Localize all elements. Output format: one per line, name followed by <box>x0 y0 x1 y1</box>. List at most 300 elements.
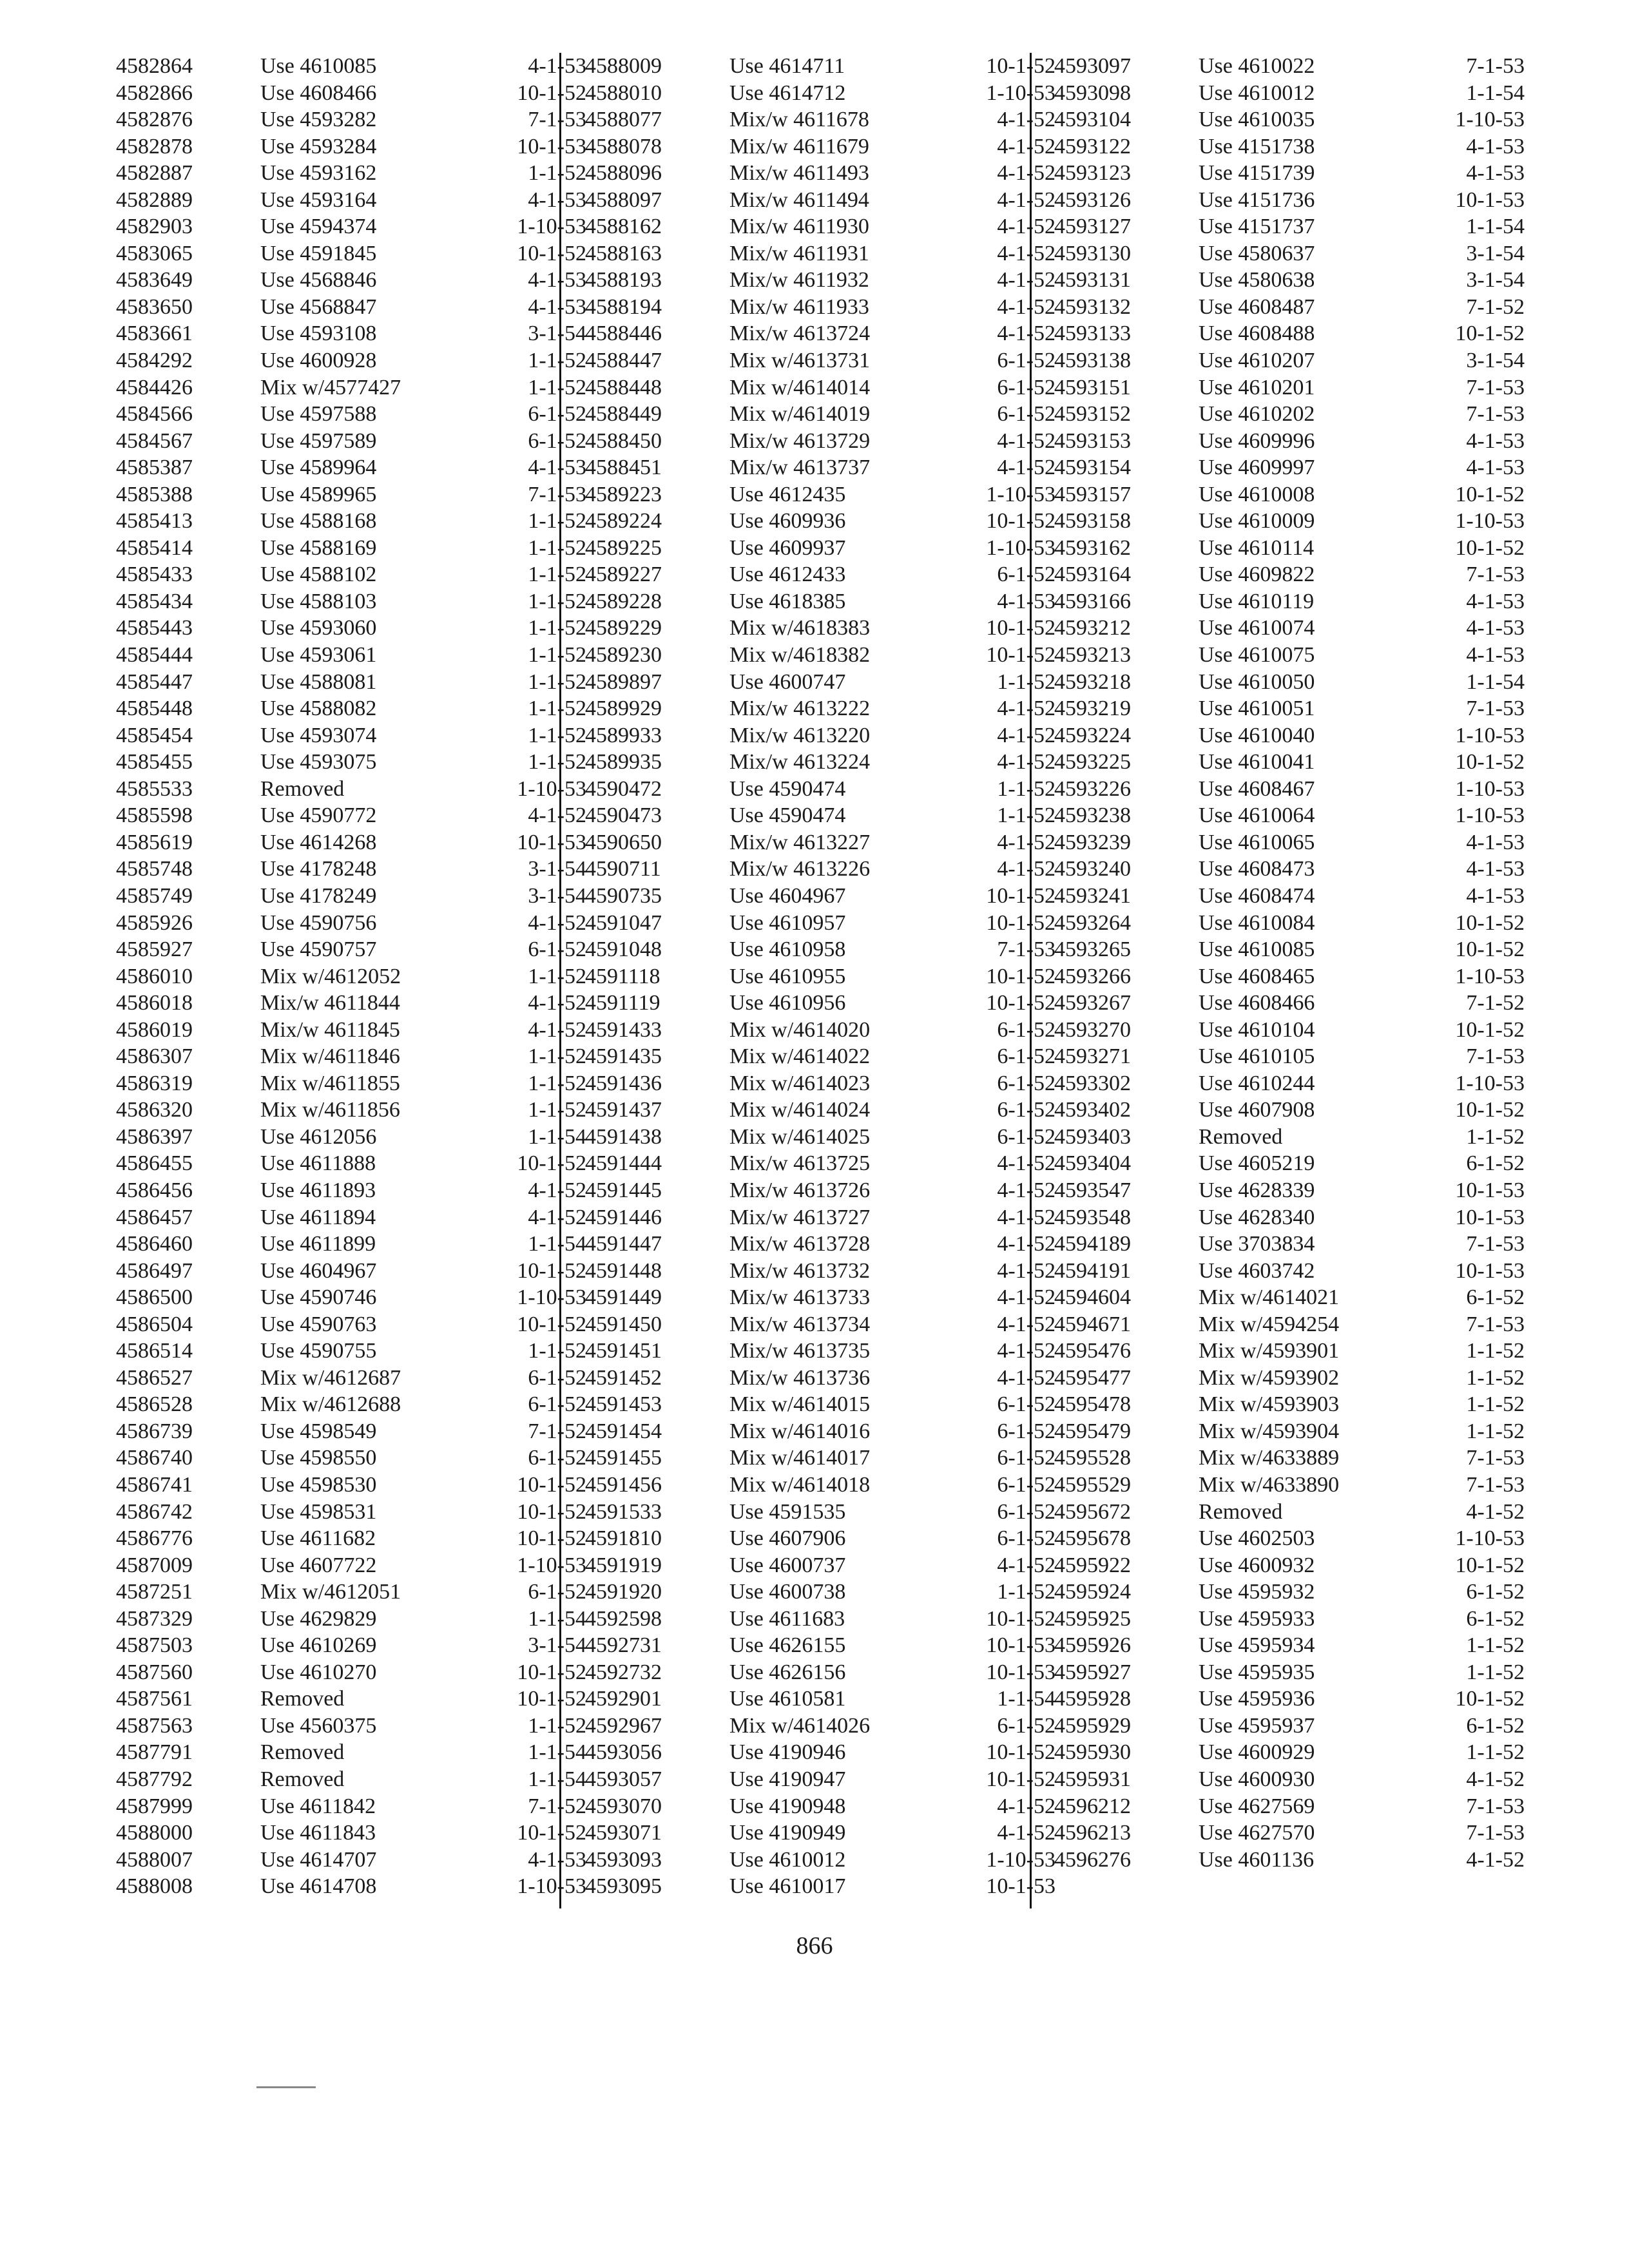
effective-date: 6-1-52 <box>997 375 1055 399</box>
effective-date: 4-1-52 <box>997 830 1055 854</box>
action-text: Mix/w 4613726 <box>729 1178 871 1202</box>
effective-date: 4-1-52 <box>528 803 586 828</box>
action-text: Mix/w 4613737 <box>729 456 871 480</box>
part-number: 4591447 <box>585 1232 662 1256</box>
table-row <box>585 1070 1055 1097</box>
table-row <box>1054 1686 1525 1713</box>
page-number: 866 <box>796 1932 833 1959</box>
part-number: 4593153 <box>1054 428 1131 453</box>
action-text: Use 4190947 <box>729 1767 846 1791</box>
action-text: Mix/w 4611493 <box>729 161 869 186</box>
effective-date: 4-1-52 <box>997 215 1055 239</box>
table-row <box>1054 695 1525 722</box>
action-text: Use 4614708 <box>260 1874 377 1899</box>
action-text: Use 4627569 <box>1199 1794 1315 1818</box>
table-row <box>1054 1258 1525 1285</box>
table-row <box>585 267 1055 294</box>
action-text: Use 4610270 <box>260 1660 377 1684</box>
action-text: Use 4607722 <box>260 1553 377 1577</box>
table-row <box>1054 1017 1525 1044</box>
part-number: 4593056 <box>585 1740 662 1765</box>
table-row <box>116 267 586 294</box>
table-row <box>585 856 1055 883</box>
effective-date: 10-1-52 <box>1455 750 1525 774</box>
table-row <box>116 1739 586 1766</box>
action-text: Use 4608465 <box>1199 964 1315 988</box>
table-row <box>116 990 586 1017</box>
table-row <box>585 588 1055 615</box>
action-text: Use 4610269 <box>260 1633 377 1658</box>
part-number: 4582866 <box>116 81 193 105</box>
effective-date: 10-1-52 <box>1455 535 1525 560</box>
table-row <box>116 320 586 347</box>
part-number: 4593270 <box>1054 1017 1131 1042</box>
table-row <box>585 910 1055 937</box>
action-text: Use 4610065 <box>1199 830 1315 854</box>
effective-date: 6-1-52 <box>528 1580 586 1604</box>
part-number: 4595926 <box>1054 1633 1131 1658</box>
table-row <box>585 615 1055 642</box>
effective-date: 10-1-52 <box>986 910 1055 935</box>
table-row <box>1054 1418 1525 1445</box>
effective-date: 4-1-52 <box>997 1312 1055 1336</box>
table-row <box>116 856 586 883</box>
table-row <box>585 1418 1055 1445</box>
table-row <box>585 294 1055 321</box>
part-number: 4587999 <box>116 1794 193 1818</box>
table-row <box>585 374 1055 401</box>
table-row <box>116 1365 586 1392</box>
table-row <box>116 1418 586 1445</box>
action-text: Use 4598549 <box>260 1419 377 1443</box>
action-text: Mix/w 4613227 <box>729 830 871 854</box>
part-number: 4586019 <box>116 1017 193 1042</box>
action-text: Mix/w 4611931 <box>729 241 869 265</box>
table-row <box>1054 722 1525 749</box>
effective-date: 6-1-52 <box>997 1446 1055 1470</box>
effective-date: 6-1-52 <box>997 1098 1055 1122</box>
effective-date: 1-10-53 <box>986 81 1055 105</box>
effective-date: 1-1-52 <box>528 1071 586 1095</box>
part-number: 4585619 <box>116 830 193 854</box>
table-row <box>585 1873 1055 1900</box>
effective-date: 4-1-53 <box>1466 456 1525 480</box>
part-number: 4585448 <box>116 697 193 721</box>
effective-date: 10-1-52 <box>986 883 1055 908</box>
table-row <box>585 695 1055 722</box>
table-row <box>1054 1739 1525 1766</box>
table-row <box>1054 1231 1525 1258</box>
part-number: 4586741 <box>116 1472 193 1497</box>
action-text: Use 4610114 <box>1199 535 1315 560</box>
effective-date: 4-1-52 <box>997 322 1055 346</box>
part-number: 4583661 <box>116 322 193 346</box>
effective-date: 6-1-52 <box>997 1071 1055 1095</box>
table-row <box>116 802 586 829</box>
effective-date: 1-10-53 <box>517 215 586 239</box>
effective-date: 7-1-53 <box>997 937 1055 962</box>
table-row <box>116 160 586 187</box>
effective-date: 4-1-52 <box>997 723 1055 747</box>
table-row <box>585 1311 1055 1338</box>
part-number: 4595929 <box>1054 1713 1131 1738</box>
part-number: 4593218 <box>1054 669 1131 694</box>
part-number: 4593071 <box>585 1821 662 1845</box>
table-row <box>1054 642 1525 669</box>
effective-date: 4-1-53 <box>528 294 586 319</box>
part-number: 4591533 <box>585 1499 662 1524</box>
action-text: Mix/w 4613735 <box>729 1339 871 1363</box>
part-number: 4588446 <box>585 322 662 346</box>
effective-date: 1-10-53 <box>1455 108 1525 132</box>
action-text: Mix w/4593901 <box>1199 1339 1340 1363</box>
table-row <box>1054 669 1525 696</box>
effective-date: 10-1-52 <box>1455 1098 1525 1122</box>
table-row <box>585 454 1055 481</box>
table-row <box>585 1606 1055 1633</box>
action-text: Use 4608488 <box>1199 322 1315 346</box>
effective-date: 1-1-52 <box>1466 1633 1525 1658</box>
part-number: 4586018 <box>116 991 193 1015</box>
table-row <box>1054 53 1525 80</box>
part-number: 4592598 <box>585 1606 662 1631</box>
table-row <box>116 1391 586 1418</box>
effective-date: 1-1-52 <box>528 643 586 668</box>
table-row <box>1054 749 1525 776</box>
part-number: 4589897 <box>585 669 662 694</box>
part-number: 4588449 <box>585 402 662 427</box>
effective-date: 10-1-53 <box>986 1660 1055 1684</box>
scan-mark <box>256 2086 316 2088</box>
action-text: Mix w/4614016 <box>729 1419 871 1443</box>
part-number: 4593213 <box>1054 643 1131 668</box>
effective-date: 1-10-53 <box>986 482 1055 506</box>
part-number: 4586740 <box>116 1446 193 1470</box>
action-text: Use 4590772 <box>260 803 377 828</box>
table-row <box>585 53 1055 80</box>
part-number: 4595927 <box>1054 1660 1131 1684</box>
table-row <box>1054 1445 1525 1472</box>
part-number: 4587792 <box>116 1767 193 1791</box>
effective-date: 7-1-53 <box>1466 402 1525 427</box>
part-number: 4586776 <box>116 1526 193 1551</box>
table-row <box>1054 320 1525 347</box>
action-text: Mix/w 4611930 <box>729 215 869 239</box>
action-text: Use 4609936 <box>729 509 846 533</box>
part-number: 4593219 <box>1054 697 1131 721</box>
effective-date: 4-1-52 <box>528 1017 586 1042</box>
part-number: 4582887 <box>116 161 193 186</box>
effective-date: 6-1-52 <box>1466 1713 1525 1738</box>
table-row <box>585 401 1055 428</box>
part-number: 4593151 <box>1054 375 1131 399</box>
part-number: 4593226 <box>1054 776 1131 801</box>
part-number: 4585749 <box>116 883 193 908</box>
effective-date: 1-1-52 <box>528 616 586 640</box>
part-number: 4592732 <box>585 1660 662 1684</box>
effective-date: 1-1-52 <box>1466 1392 1525 1417</box>
part-number: 4589223 <box>585 482 662 506</box>
part-number: 4591445 <box>585 1178 662 1202</box>
part-number: 4595928 <box>1054 1687 1131 1711</box>
effective-date: 4-1-52 <box>997 1151 1055 1176</box>
effective-date: 10-1-52 <box>517 81 586 105</box>
table-row <box>585 1499 1055 1526</box>
part-number: 4593224 <box>1054 723 1131 747</box>
part-number: 4591448 <box>585 1258 662 1283</box>
action-text: Use 4611893 <box>260 1178 376 1202</box>
action-text: Use 4190948 <box>729 1794 846 1818</box>
action-text: Use 4618385 <box>729 589 846 613</box>
part-number: 4585443 <box>116 616 193 640</box>
effective-date: 7-1-53 <box>528 108 586 132</box>
table-row <box>585 428 1055 455</box>
part-number: 4588010 <box>585 81 662 105</box>
part-number: 4586460 <box>116 1232 193 1256</box>
part-number: 4585454 <box>116 723 193 747</box>
action-text: Use 4608474 <box>1199 883 1315 908</box>
effective-date: 1-10-53 <box>986 535 1055 560</box>
part-number: 4593130 <box>1054 241 1131 265</box>
part-number: 4587563 <box>116 1713 193 1738</box>
table-row <box>585 936 1055 963</box>
part-number: 4591435 <box>585 1044 662 1069</box>
action-text: Use 4190949 <box>729 1821 846 1845</box>
effective-date: 4-1-53 <box>528 1847 586 1872</box>
part-number: 4593127 <box>1054 215 1131 239</box>
part-number: 4587329 <box>116 1606 193 1631</box>
effective-date: 4-1-52 <box>997 1365 1055 1390</box>
part-number: 4593098 <box>1054 81 1131 105</box>
table-row <box>1054 347 1525 374</box>
part-number: 4595476 <box>1054 1339 1131 1363</box>
table-row <box>116 535 586 562</box>
effective-date: 4-1-52 <box>997 134 1055 159</box>
part-number: 4585455 <box>116 750 193 774</box>
table-row <box>585 1043 1055 1070</box>
effective-date: 7-1-53 <box>1466 54 1525 78</box>
table-row <box>1054 1793 1525 1820</box>
table-row <box>116 481 586 508</box>
part-number: 4593265 <box>1054 937 1131 962</box>
effective-date: 1-1-52 <box>1466 1740 1525 1765</box>
part-number: 4593225 <box>1054 750 1131 774</box>
action-text: Use 4609997 <box>1199 456 1315 480</box>
effective-date: 1-1-52 <box>1466 1365 1525 1390</box>
action-text: Use 4610041 <box>1199 750 1315 774</box>
action-text: Use 4610956 <box>729 991 846 1015</box>
effective-date: 10-1-53 <box>517 830 586 854</box>
part-number: 4595529 <box>1054 1472 1131 1497</box>
table-row <box>585 106 1055 133</box>
effective-date: 6-1-52 <box>1466 1285 1525 1310</box>
effective-date: 4-1-52 <box>528 991 586 1015</box>
effective-date: 4-1-53 <box>997 589 1055 613</box>
effective-date: 7-1-53 <box>1466 1472 1525 1497</box>
action-text: Mix w/4614020 <box>729 1017 871 1042</box>
action-text: Mix w/4611855 <box>260 1071 400 1095</box>
table-row <box>1054 1606 1525 1633</box>
table-row <box>116 695 586 722</box>
part-number: 4594671 <box>1054 1312 1131 1336</box>
table-row <box>116 1686 586 1713</box>
part-number: 4595930 <box>1054 1740 1131 1765</box>
effective-date: 4-1-52 <box>997 456 1055 480</box>
effective-date: 6-1-52 <box>997 1044 1055 1069</box>
action-text: Mix w/4614024 <box>729 1098 871 1122</box>
action-text: Mix/w 4611932 <box>729 268 869 293</box>
effective-date: 1-10-53 <box>986 1847 1055 1872</box>
table-row <box>585 320 1055 347</box>
table-row <box>116 1204 586 1231</box>
part-number: 4591047 <box>585 910 662 935</box>
action-text: Use 4610084 <box>1199 910 1315 935</box>
table-row <box>1054 1284 1525 1311</box>
effective-date: 10-1-53 <box>986 1633 1055 1658</box>
part-number: 4589227 <box>585 562 662 587</box>
action-text: Mix/w 4613226 <box>729 857 871 881</box>
effective-date: 1-1-54 <box>528 1767 586 1791</box>
action-text: Mix/w 4611678 <box>729 108 869 132</box>
part-number: 4585414 <box>116 535 193 560</box>
table-row <box>585 508 1055 535</box>
part-number: 4591437 <box>585 1098 662 1122</box>
action-text: Use 4608467 <box>1199 776 1315 801</box>
action-text: Use 4590755 <box>260 1339 377 1363</box>
table-row <box>1054 1659 1525 1686</box>
part-number: 4584566 <box>116 402 193 427</box>
table-row <box>116 1097 586 1124</box>
action-text: Use 4603742 <box>1199 1258 1315 1283</box>
effective-date: 10-1-52 <box>1455 1017 1525 1042</box>
part-number: 4593093 <box>585 1847 662 1872</box>
table-row <box>116 1713 586 1740</box>
table-row <box>1054 963 1525 990</box>
table-row <box>585 1686 1055 1713</box>
table-row <box>116 561 586 588</box>
part-number: 4591449 <box>585 1285 662 1310</box>
action-text: Use 4628340 <box>1199 1205 1315 1229</box>
effective-date: 10-1-52 <box>517 241 586 265</box>
part-number: 4595479 <box>1054 1419 1131 1443</box>
part-number: 4586307 <box>116 1044 193 1069</box>
part-number: 4583065 <box>116 241 193 265</box>
table-row <box>1054 936 1525 963</box>
table-row <box>1054 213 1525 240</box>
effective-date: 1-1-52 <box>997 776 1055 801</box>
effective-date: 1-1-52 <box>528 349 586 373</box>
effective-date: 10-1-52 <box>517 1499 586 1524</box>
table-row <box>116 1606 586 1633</box>
effective-date: 1-1-52 <box>528 723 586 747</box>
table-row <box>1054 802 1525 829</box>
action-text: Use 4593164 <box>260 187 377 212</box>
part-number: 4593158 <box>1054 509 1131 533</box>
part-number: 4591453 <box>585 1392 662 1417</box>
table-row <box>116 1177 586 1204</box>
action-text: Mix w/4612051 <box>260 1580 401 1604</box>
action-text: Mix/w 4613736 <box>729 1365 871 1390</box>
action-text: Use 4178249 <box>260 883 377 908</box>
effective-date: 1-1-52 <box>528 1339 586 1363</box>
table-row <box>116 749 586 776</box>
effective-date: 4-1-53 <box>1466 616 1525 640</box>
action-text: Mix w/4633890 <box>1199 1472 1340 1497</box>
action-text: Use 4580638 <box>1199 268 1315 293</box>
table-row <box>585 990 1055 1017</box>
effective-date: 6-1-52 <box>997 1124 1055 1149</box>
action-text: Mix w/4611846 <box>260 1044 400 1069</box>
action-text: Use 4598550 <box>260 1446 377 1470</box>
effective-date: 4-1-52 <box>997 697 1055 721</box>
effective-date: 7-1-53 <box>1466 1312 1525 1336</box>
action-text: Mix w/4618383 <box>729 616 871 640</box>
action-text: Mix/w 4613734 <box>729 1312 871 1336</box>
part-number: 4588447 <box>585 349 662 373</box>
action-text: Mix w/4593904 <box>1199 1419 1340 1443</box>
effective-date: 4-1-52 <box>997 1178 1055 1202</box>
action-text: Use 4628339 <box>1199 1178 1315 1202</box>
action-text: Mix w/4612687 <box>260 1365 401 1390</box>
effective-date: 10-1-53 <box>1455 187 1525 212</box>
action-text: Mix w/4611856 <box>260 1098 400 1122</box>
part-number: 4588096 <box>585 161 662 186</box>
effective-date: 1-10-53 <box>1455 1526 1525 1551</box>
table-row <box>1054 856 1525 883</box>
table-row <box>585 347 1055 374</box>
action-text: Use 4607908 <box>1199 1098 1315 1122</box>
table-row <box>116 1150 586 1177</box>
action-text: Use 4600738 <box>729 1580 846 1604</box>
effective-date: 6-1-52 <box>997 1392 1055 1417</box>
table-row <box>585 1659 1055 1686</box>
action-text: Use 4610017 <box>729 1874 846 1899</box>
action-text: Use 4560375 <box>260 1713 377 1738</box>
effective-date: 10-1-52 <box>986 1767 1055 1791</box>
part-number: 4593404 <box>1054 1151 1131 1176</box>
action-text: Mix/w 4613727 <box>729 1205 871 1229</box>
effective-date: 4-1-52 <box>528 910 586 935</box>
effective-date: 4-1-52 <box>997 750 1055 774</box>
table-row <box>1054 1713 1525 1740</box>
part-number: 4595678 <box>1054 1526 1131 1551</box>
action-text: Use 4588081 <box>260 669 377 694</box>
effective-date: 7-1-53 <box>1466 1794 1525 1818</box>
table-row <box>1054 829 1525 856</box>
action-text: Use 4610085 <box>260 54 377 78</box>
part-number: 4588194 <box>585 294 662 319</box>
effective-date: 1-1-54 <box>528 1232 586 1256</box>
action-text: Use 4608466 <box>260 81 377 105</box>
effective-date: 1-1-52 <box>528 1098 586 1122</box>
table-row <box>585 133 1055 160</box>
action-text: Use 4611899 <box>260 1232 376 1256</box>
table-row <box>116 401 586 428</box>
part-number: 4586527 <box>116 1365 193 1390</box>
part-number: 4588007 <box>116 1847 193 1872</box>
effective-date: 7-1-53 <box>1466 375 1525 399</box>
part-number: 4591450 <box>585 1312 662 1336</box>
part-number: 4593122 <box>1054 134 1131 159</box>
table-row <box>1054 776 1525 803</box>
action-text: Use 4610050 <box>1199 669 1315 694</box>
effective-date: 10-1-52 <box>986 1740 1055 1765</box>
action-text: Mix/w 4613222 <box>729 697 871 721</box>
effective-date: 10-1-52 <box>986 54 1055 78</box>
part-number: 4585598 <box>116 803 193 828</box>
effective-date: 10-1-52 <box>1455 1553 1525 1577</box>
effective-date: 1-1-52 <box>997 669 1055 694</box>
